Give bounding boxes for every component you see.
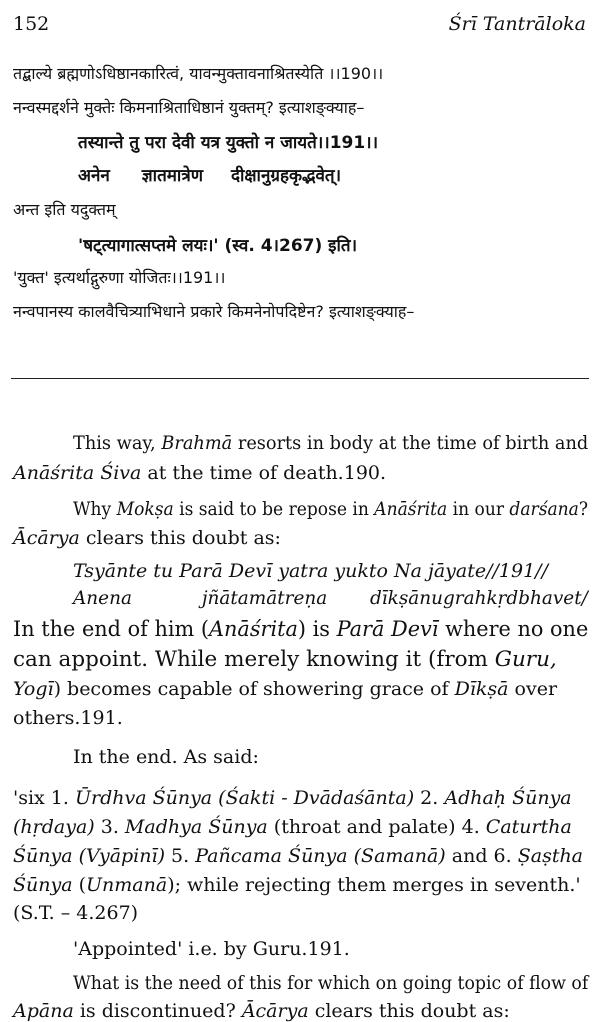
sanskrit-line-7: 'युक्त' इत्यर्थाद्गुरुणा योजितः।।191।। [13,268,226,287]
text: ? [578,498,588,520]
transliterated-verse-line-1: Tsyānte tu Parā Devī yatra yukto Na jāyate//191// [73,560,548,582]
text: ) becomes capable of showering grace of [53,678,455,700]
term: Madhya Śūnya [124,816,268,838]
term: Caturtha [485,816,572,838]
term: Ūrdhva Śūnya (Śakti - Dvādaśānta) [74,787,415,809]
verse-word: jñātamātreṇa [201,587,328,609]
sanskrit-verse-word: दीक्षानुग्रहकृद्भवेत्। [230,166,342,186]
term: Anāśrita Śiva [13,462,142,484]
text: is said to be repose in [173,498,375,520]
term: Apāna [13,1000,74,1022]
english-para-6-line-2 [13,1000,510,1022]
sanskrit-line-1: तद्बाल्ये ब्रह्मणोऽधिष्ठानकारित्वं, यावन्मुक्तावनाश्रितस्येति ।।190।। [13,64,384,83]
text: Why [73,498,117,520]
term: Ācārya [241,1000,309,1022]
quote-line-1 [13,787,572,809]
text: This way, [73,432,162,454]
term: Śūnya (Vyāpinī) [13,845,165,867]
english-para-3-line-2 [13,647,557,672]
sanskrit-line-2: नन्वस्मद्दर्शने मुक्तेः किमनाश्रिताधिष्ठानं युक्तम्? इत्याशङ्क्याह– [13,98,365,117]
term: Anāśrita [208,617,298,642]
text: where no one [438,617,589,642]
term: Pañcama Śūnya (Samanā) [195,845,446,867]
text: 2. [414,787,445,809]
text: ( [72,874,87,896]
english-para-3-line-1 [13,617,588,642]
term: Śūnya [13,874,73,896]
sanskrit-quote: 'षट्त्यागात्सप्तमे लयः।' (स्व. 4।267) इति। [78,236,358,256]
english-para-2-line-2 [13,527,281,549]
english-para-3-line-3 [13,678,557,700]
english-para-2-line-1 [73,498,588,520]
text: at the time of death.190. [141,462,387,484]
term: Parā Devī [336,617,439,642]
term: darśana [509,498,579,520]
text: clears this doubt as: [308,1000,510,1022]
term: Anāśrita [374,498,448,520]
english-para-4: In the end. As said: [73,746,259,768]
english-para-3-line-4: others.191. [13,707,123,729]
term: Ācārya [13,527,80,549]
sanskrit-line-8: नन्वपानस्य कालवैचित्र्याभिधाने प्रकारे किमनेनोपदिष्टेन? इत्याशङ्क्याह– [13,302,415,321]
term: Dīkṣā [454,678,509,700]
text: 5. [164,845,196,867]
sanskrit-verse-word: अनेन [78,166,110,186]
term: Adhaḥ Śūnya [444,787,572,809]
text: (throat and palate) 4. [267,816,486,838]
quote-line-3 [13,845,583,867]
page-number: 152 [13,13,50,35]
english-para-1-line-1 [73,432,588,454]
term: Brahmā [161,432,233,454]
text: ); while rejecting them merges in seventh.' [167,874,581,896]
quote-line-2 [13,816,572,838]
english-para-5: 'Appointed' i.e. by Guru.191. [73,938,350,960]
term: (hṛdaya) [13,816,95,838]
english-para-1-line-2 [13,462,386,484]
text: ) is [297,617,337,642]
text: in our [447,498,510,520]
text: and 6. [445,845,518,867]
term: Unmanā [86,874,168,896]
english-para-6-line-1: What is the need of this for which on going topic of flow of [73,972,589,994]
quote-citation: (S.T. – 4.267) [13,902,139,924]
sanskrit-verse-word: ज्ञातमात्रेण [141,166,204,186]
sanskrit-line-5: अन्त इति यदुक्तम् [13,200,116,219]
text: is discontinued? [73,1000,242,1022]
text: resorts in body at the time of birth and [232,432,589,454]
text: 'six 1. [13,787,75,809]
term: Mokṣa [116,498,174,520]
verse-word: Anena [73,587,132,609]
running-title: Śrī Tantrāloka [448,13,586,35]
text: In the end of him ( [13,617,209,642]
term: Ṣaṣtha [517,845,584,867]
section-divider [11,378,589,379]
transliterated-verse-line-2 [73,587,588,609]
sanskrit-verse-line-2 [78,163,341,186]
text: can appoint. While merely knowing it (from [13,647,488,672]
term: Yogī [13,678,54,700]
text: over [508,678,558,700]
quote-line-4 [13,874,581,896]
verse-word: dīkṣānugrahkṛdbhavet/ [369,587,588,609]
sanskrit-verse-line-1: तस्यान्ते तु परा देवी यत्र युक्तो न जायते।।191।। [78,133,379,153]
text: clears this doubt as: [79,527,281,549]
text: 3. [94,816,125,838]
term: Guru, [494,647,557,672]
